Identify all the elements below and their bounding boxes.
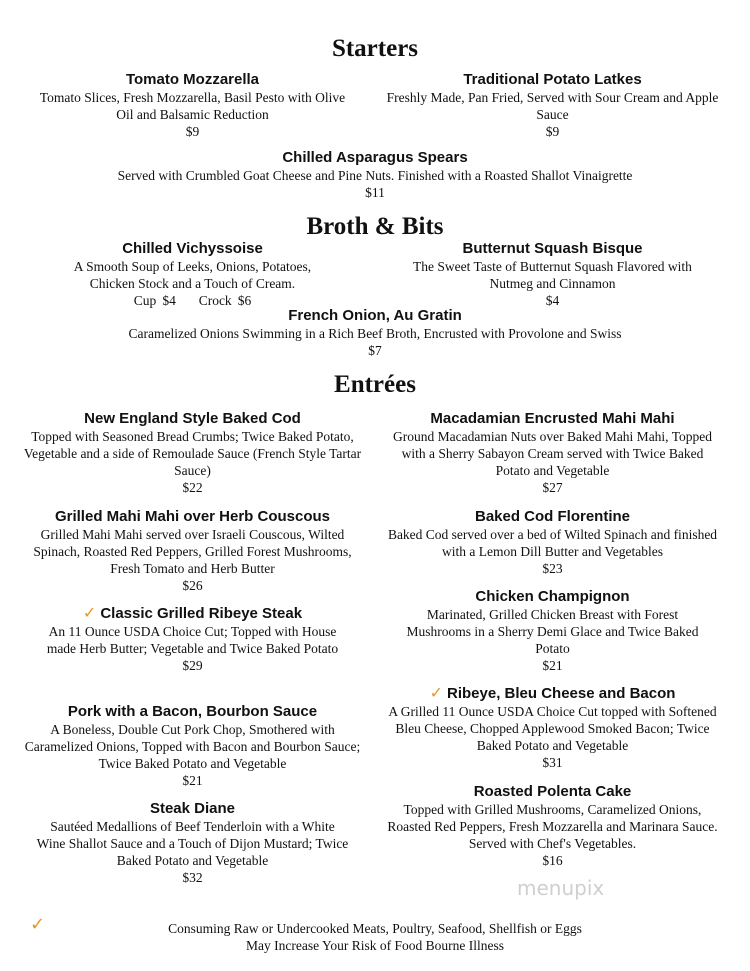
item-name: Chicken Champignon [475,588,630,605]
item-name: French Onion, Au Gratin [288,307,462,324]
item-name: Macadamian Encrusted Mahi Mahi [430,410,675,427]
menu-item-ribeye-bleu-cheese [385,683,720,771]
item-name: Classic Grilled Ribeye Steak [100,605,303,622]
item-price: $31 [542,755,563,770]
item-description: Marinated, Grilled Chicken Breast with Forest Mushrooms in a Sherry Demi Glace and Twice Baked Potato [406,607,699,656]
menu-item-chicken-champignon [385,587,720,674]
menu-item-mahi-couscous [20,507,365,594]
item-description: Topped with Grilled Mushrooms, Caramelized Onions, Roasted Red Peppers, Fresh Mozzarella and Marinara Sauce. Served with Chef's Vegetables. [387,802,718,851]
item-name: Ribeye, Bleu Cheese and Bacon [447,685,676,702]
item-price: $7 [368,343,382,358]
menu-item-baked-cod [20,409,365,496]
menu-item-ribeye-steak [20,603,365,674]
item-name: Tomato Mozzarella [125,71,260,88]
item-description: Baked Cod served over a bed of Wilted Spinach and finished with a Lemon Dill Butter and Vegetables [387,527,718,559]
item-price: $16 [542,853,563,868]
item-price: $21 [542,658,563,673]
heading-entrees: Entrées [334,371,416,398]
item-description: Topped with Seasoned Bread Crumbs; Twice Baked Potato, Vegetable and a side of Remoulade Sauce (French Style Tartar Sauce) [23,429,362,478]
menupix-watermark: menupix [517,876,605,900]
item-name-row [20,603,365,623]
menu-item-polenta-cake [385,782,720,869]
heading-starters: Starters [331,35,419,62]
item-price: $4 [545,293,560,308]
item-name: Baked Cod Florentine [474,508,631,525]
crock-price: $6 [237,293,252,308]
item-name: Pork with a Bacon, Bourbon Sauce [67,703,318,720]
item-price: $26 [182,578,203,593]
item-description: A Smooth Soup of Leeks, Onions, Potatoes, Chicken Stock and a Touch of Cream. [73,259,312,291]
menu-item-french-onion [40,306,710,359]
item-name: Grilled Mahi Mahi over Herb Couscous [54,508,331,525]
menu-item-steak-diane [20,799,365,886]
item-price: $9 [185,124,200,139]
menu-item-pork-chop [20,702,365,789]
item-description: A Boneless, Double Cut Pork Chop, Smothered with Caramelized Onions, Topped with Bacon and Bourbon Sauce; Twice Baked Potato and Vegetable [24,722,361,771]
item-name: New England Style Baked Cod [84,410,301,427]
menu-item-asparagus-spears [40,148,710,201]
cup-label: Cup [133,293,157,308]
item-description: Grilled Mahi Mahi served over Israeli Couscous, Wilted Spinach, Roasted Red Peppers, Grilled Forest Mushrooms, Fresh Tomato and Herb Butter [33,527,352,576]
item-price: $29 [182,658,203,673]
checkmark-icon: ✓ [429,683,443,702]
item-price: $23 [542,561,563,576]
disclaimer-line-1: Consuming Raw or Undercooked Meats, Poultry, Seafood, Shellfish or Eggs [168,921,582,936]
item-description: The Sweet Taste of Butternut Squash Flavored with Nutmeg and Cinnamon [413,259,692,291]
item-price: $11 [365,185,385,200]
menu-item-tomato-mozzarella [20,70,365,140]
item-description: Sautéed Medallions of Beef Tenderloin with a White Wine Shallot Sauce and a Touch of Dijon Mustard; Twice Baked Potato and Vegetable [36,819,349,868]
crock-label: Crock [198,293,232,308]
item-name: Roasted Polenta Cake [473,783,632,800]
item-name-row [385,683,720,703]
item-description: An 11 Ounce USDA Choice Cut; Topped with House made Herb Butter; Vegetable and Twice Baked Potato [46,624,339,656]
item-price: $22 [182,480,203,495]
item-price: $32 [182,870,203,885]
menu-item-cod-florentine [385,507,720,577]
heading-broth-bits: Broth & Bits [306,213,444,240]
item-name: Steak Diane [149,800,236,817]
checkmark-icon: ✓ [82,603,97,622]
item-description: A Grilled 11 Ounce USDA Choice Cut topped with Softened Bleu Cheese, Chopped Applewood Smoked Bacon; Twice Baked Potato and Vegetable [388,704,717,753]
food-safety-disclaimer [0,920,750,954]
item-description: Freshly Made, Pan Fried, Served with Sour Cream and Apple Sauce [386,90,719,122]
item-name: Butternut Squash Bisque [462,240,643,257]
item-name: Chilled Asparagus Spears [282,149,468,166]
item-price: $21 [182,773,203,788]
item-description: Tomato Slices, Fresh Mozzarella, Basil Pesto with Olive Oil and Balsamic Reduction [39,90,346,122]
item-name: Chilled Vichyssoise [122,240,263,257]
item-description: Served with Crumbled Goat Cheese and Pine Nuts. Finished with a Roasted Shallot Vinaigrette [117,168,633,183]
menu-item-potato-latkes [385,70,720,140]
disclaimer-line-2: May Increase Your Risk of Food Bourne Illness [246,938,504,953]
item-name: Traditional Potato Latkes [463,71,642,88]
cup-price: $4 [162,293,176,308]
menu-item-macadamian-mahi [385,409,720,496]
menu-item-butternut-bisque [385,239,720,309]
item-price: $9 [545,124,560,139]
item-description: Caramelized Onions Swimming in a Rich Beef Broth, Encrusted with Provolone and Swiss [128,326,622,341]
menu-item-vichyssoise [20,239,365,309]
item-description: Ground Macadamian Nuts over Baked Mahi Mahi, Topped with a Sherry Sabayon Cream served with Twice Baked Potato and Vegetable [393,429,712,478]
item-price: $27 [542,480,563,495]
checkmark-icon: ✓ [30,914,46,935]
